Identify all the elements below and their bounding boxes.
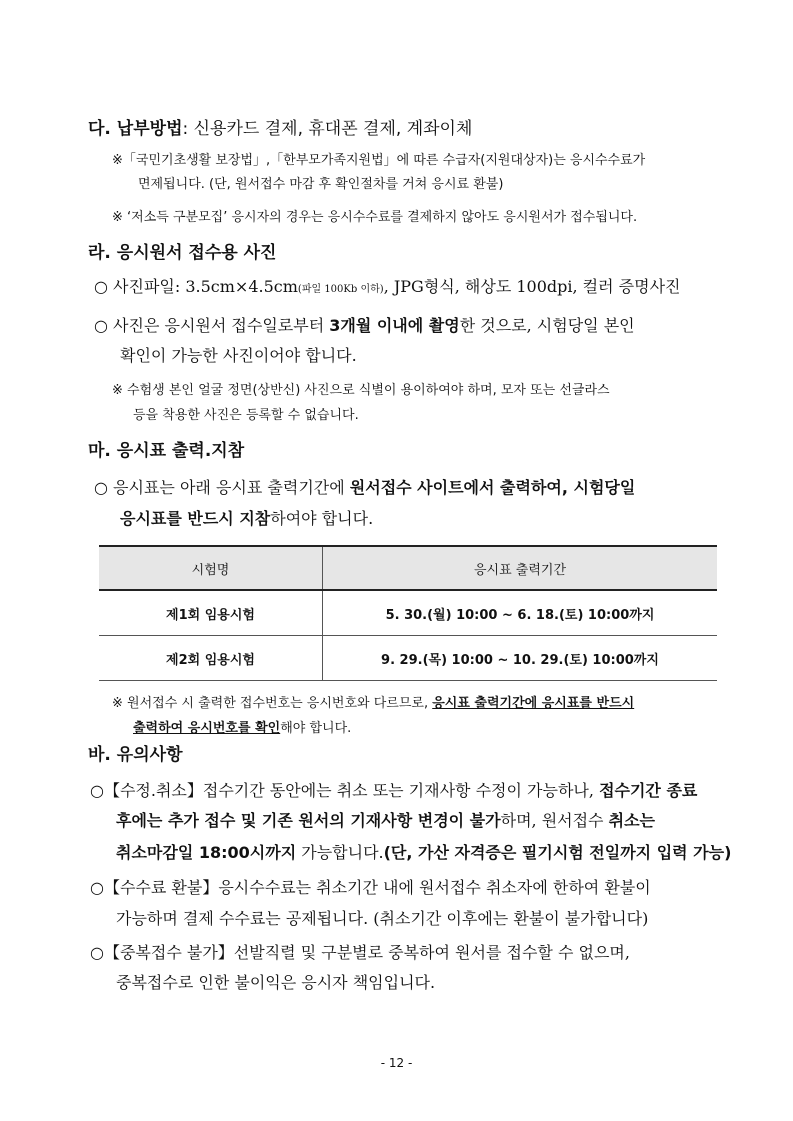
table-header-period: 응시표 출력기간 [323, 546, 718, 590]
table-header-row [99, 546, 717, 590]
section-da-title: 다. 납부방법: 신용카드 결제, 휴대폰 결제, 계좌이체 [88, 119, 473, 139]
section-ra-title: 라. 응시원서 접수용 사진 [88, 243, 277, 263]
section-ma-title: 마. 응시표 출력.지참 [88, 441, 245, 461]
table-header-exam: 시험명 [99, 546, 323, 590]
notice-refund-cont: 가능하며 결제 수수료는 공제됩니다. (취소기간 이후에는 환불이 불가합니다) [116, 909, 649, 928]
note-photo-rules: ※ 수험생 본인 얼굴 정면(상반신) 사진으로 식별이 용이하여야 하며, 모자 또는 선글라스 [112, 383, 610, 398]
ticket-print-schedule-table [99, 545, 717, 681]
notice-modify-cancel-cont2: 취소마감일 18:00시까지 가능합니다.(단, 가산 자격증은 필기시험 전일까지 입력 가능) [116, 843, 732, 862]
section-ba-title: 바. 유의사항 [88, 745, 183, 765]
note-ticket-number: ※ 원서접수 시 출력한 접수번호는 응시번호와 다르므로, 응시표 출력기간에 응시표를 반드시 [112, 696, 635, 711]
notice-refund: ○【수수료 환불】응시수수료는 취소기간 내에 원서접수 취소자에 한하여 환불이 [90, 878, 651, 897]
page-number: - 12 - [380, 1056, 413, 1070]
table-cell-exam: 제2회 임용시험 [99, 636, 323, 681]
table-row [99, 636, 717, 681]
ticket-print-item-cont: 응시표를 반드시 지참하여야 합니다. [120, 509, 374, 528]
photo-date-item-cont: 확인이 가능한 사진이어야 합니다. [120, 346, 357, 365]
table-cell-exam: 제1회 임용시험 [99, 590, 323, 636]
table-cell-period: 9. 29.(목) 10:00 ~ 10. 29.(토) 10:00까지 [323, 636, 718, 681]
notice-duplicate: ○【중복접수 불가】선발직렬 및 구분별로 중복하여 원서를 접수할 수 없으며, [90, 943, 630, 962]
notice-modify-cancel: ○【수정.취소】접수기간 동안에는 취소 또는 기재사항 수정이 가능하나, 접수기간 종료 [90, 781, 698, 800]
notice-modify-cancel-cont: 후에는 추가 접수 및 기존 원서의 기재사항 변경이 불가하며, 원서접수 취소는 [116, 811, 655, 830]
ticket-print-item: ○ 응시표는 아래 응시표 출력기간에 원서접수 사이트에서 출력하여, 시험당일 [94, 478, 636, 497]
note-fee-exemption: ※「국민기초생활 보장법」,「한부모가족지원법」에 따른 수급자(지원대상자)는 응시수수료가 [112, 153, 646, 168]
photo-date-item: ○ 사진은 응시원서 접수일로부터 3개월 이내에 촬영한 것으로, 시험당일 본인 [94, 316, 635, 335]
notice-duplicate-cont: 중복접수로 인한 불이익은 응시자 책임입니다. [116, 973, 436, 992]
table-row [99, 590, 717, 636]
note-low-income: ※ ‘저소득 구분모집’ 응시자의 경우는 응시수수료를 결제하지 않아도 응시원서가 접수됩니다. [112, 210, 638, 225]
note-photo-rules-cont: 등을 착용한 사진은 등록할 수 없습니다. [133, 408, 359, 423]
photo-spec-item: ○ 사진파일: 3.5cm×4.5cm(파일 100Kb 이하), JPG형식, 해상도 100dpi, 컬러 증명사진 [94, 277, 681, 296]
note-fee-exemption-cont: 면제됩니다. (단, 원서접수 마감 후 확인절차를 거쳐 응시료 환불) [138, 177, 504, 192]
note-ticket-number-cont: 출력하여 응시번호를 확인해야 합니다. [133, 721, 352, 736]
table-cell-period: 5. 30.(월) 10:00 ~ 6. 18.(토) 10:00까지 [323, 590, 718, 636]
